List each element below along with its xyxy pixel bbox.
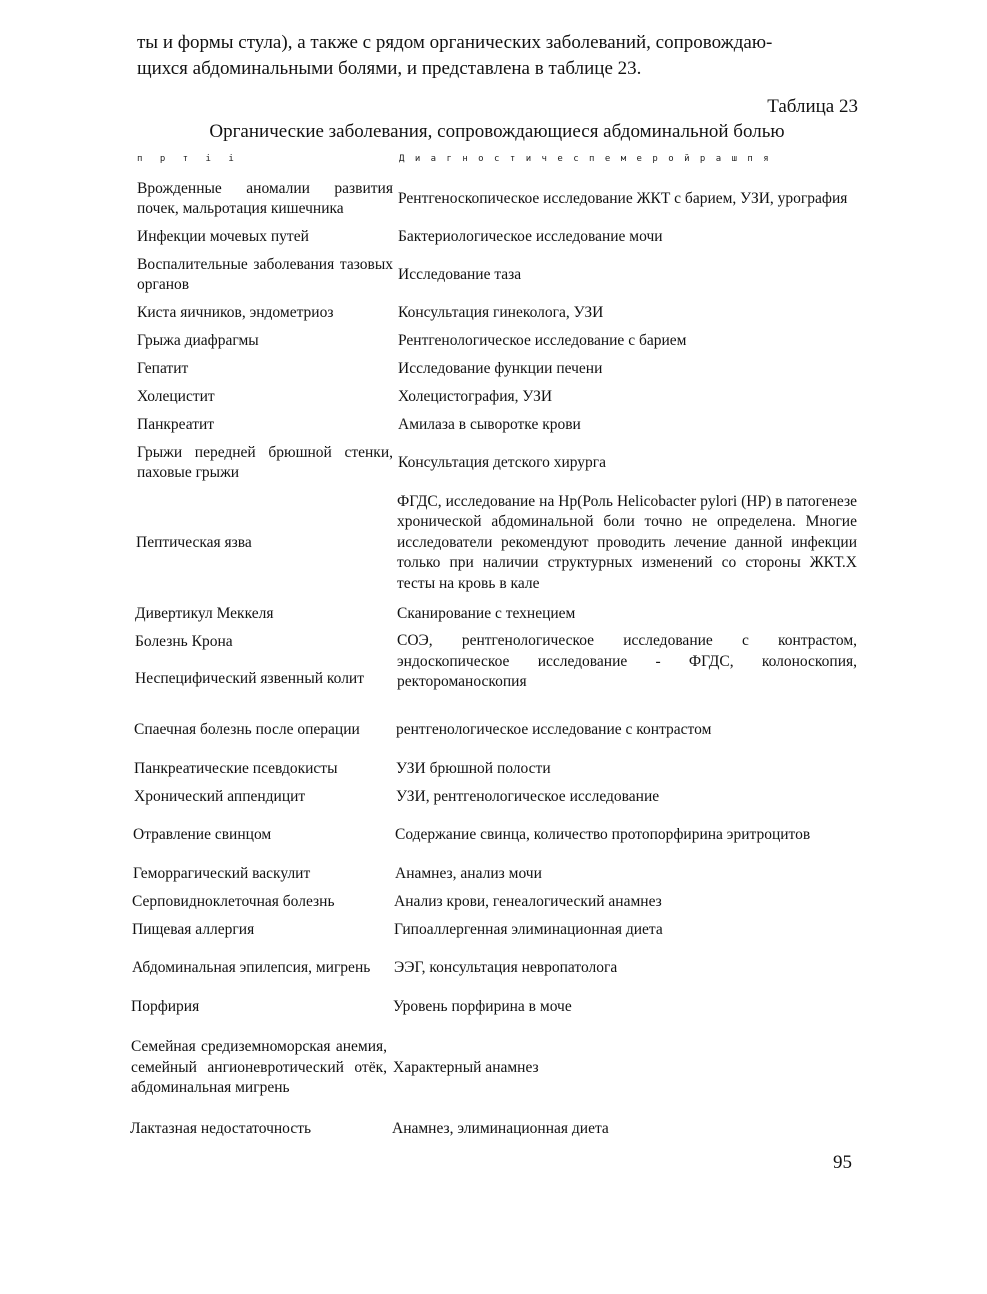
row-24-diagnostics: Анамнез, элиминационная диета — [392, 1119, 609, 1137]
table-header-right: Д и а г н о с т и ч е с п е м е р о й р а ш п я — [399, 154, 772, 164]
row-7-diagnostics: Холецистография, УЗИ — [398, 387, 553, 405]
row-3-diagnostics: Исследование таза — [398, 265, 522, 283]
row-19-condition: Серповидноклеточная болезнь — [132, 892, 335, 910]
row-11-diagnostics: Сканирование с технецием — [397, 604, 576, 622]
row-21-diagnostics: ЭЭГ, консультация невропатолога — [394, 958, 618, 976]
row-9-condition: Грыжи передней брюшной стенки, паховые грыжи — [137, 443, 393, 481]
table-header-left: п р т і і — [137, 154, 240, 164]
row-17-diagnostics: Содержание свинца, количество протопорфирина эритроцитов — [395, 825, 811, 843]
row-2-diagnostics: Бактериологическое исследование мочи — [398, 227, 663, 245]
row-21-condition: Абдоминальная эпилепсия, мигрень — [132, 958, 371, 976]
row-8-diagnostics: Амилаза в сыворотке крови — [398, 415, 581, 433]
row-1-condition: Врожденные аномалии развития почек, мальротация кишечника — [137, 179, 393, 217]
row-10-condition: Пептическая язва — [136, 533, 252, 551]
row-18-diagnostics: Анамнез, анализ мочи — [395, 864, 542, 882]
table-title: Органические заболевания, сопровождающиеся абдоминальной болью — [209, 121, 785, 142]
row-17-condition: Отравление свинцом — [133, 825, 272, 843]
row-11-condition: Дивертикул Меккеля — [135, 604, 274, 622]
row-4-diagnostics: Консультация гинеколога, УЗИ — [398, 303, 604, 321]
row-3-condition: Воспалительные заболевания тазовых органов — [137, 255, 393, 293]
row-2-condition: Инфекции мочевых путей — [137, 227, 309, 245]
row-18-condition: Геморрагический васкулит — [133, 864, 311, 882]
row-22-diagnostics: Уровень порфирина в моче — [393, 997, 572, 1015]
row-23-diagnostics: Характерный анамнез — [393, 1058, 539, 1076]
row-13-condition: Неспецифический язвенный колит — [135, 669, 365, 687]
row-9-diagnostics: Консультация детского хирурга — [398, 453, 607, 471]
row-10-diagnostics: ФГДС, исследование на Нр(Роль Helicobacter pylori (НР) в патогенезе хронической абдоминальной боли точно не определена. Многие исследователи рекомендуют проводить лечение данной инфекции только при наличии структурных изменений со стороны ЖКТ.Х тесты на кровь в кале — [397, 492, 857, 592]
row-4-condition: Киста яичников, эндометриоз — [137, 303, 334, 321]
row-20-diagnostics: Гипоаллергенная элиминационная диета — [394, 920, 663, 938]
intro-line-1: ты и формы стула), а также с рядом органических заболеваний, сопровождаю- — [137, 32, 773, 53]
row-14-condition: Спаечная болезнь после операции — [134, 720, 360, 738]
row-8-condition: Панкреатит — [137, 415, 215, 433]
row-19-diagnostics: Анализ крови, генеалогический анамнез — [394, 892, 662, 910]
table-number: Таблица 23 — [767, 96, 858, 117]
row-14-diagnostics: рентгенологическое исследование с контрастом — [396, 720, 712, 738]
intro-paragraph — [137, 30, 857, 82]
row-22-condition: Порфирия — [131, 997, 200, 1015]
row-6-diagnostics: Исследование функции печени — [398, 359, 603, 377]
row-12-condition: Болезнь Крона — [135, 632, 233, 650]
row-7-condition: Холецистит — [137, 387, 215, 405]
row-24-condition: Лактазная недостаточность — [130, 1119, 312, 1137]
row-15-condition: Панкреатические псевдокисты — [134, 759, 338, 777]
row-5-diagnostics: Рентгенологическое исследование с барием — [398, 331, 687, 349]
page-number: 95 — [833, 1152, 852, 1173]
row-23-condition: Семейная средиземноморская анемия, семейный ангионевротический отёк, абдоминальная мигрень — [131, 1038, 387, 1097]
row-15-diagnostics: УЗИ брюшной полости — [396, 759, 551, 777]
intro-line-2: щихся абдоминальными болями, и представлена в таблице 23. — [137, 58, 642, 79]
row-16-diagnostics: УЗИ, рентгенологическое исследование — [396, 787, 660, 805]
row-16-condition: Хронический аппендицит — [134, 787, 306, 805]
row-6-condition: Гепатит — [137, 359, 189, 377]
row-1-diagnostics: Рентгеноскопическое исследование ЖКТ с барием, УЗИ, урография — [398, 189, 848, 207]
row-12-diagnostics: СОЭ, рентгенологическое исследование с контрастом, эндоскопическое исследование - ФГДС, колоноскопия, ректороманоскопия — [397, 632, 857, 690]
row-20-condition: Пищевая аллергия — [132, 920, 255, 938]
row-5-condition: Грыжа диафрагмы — [137, 331, 259, 349]
